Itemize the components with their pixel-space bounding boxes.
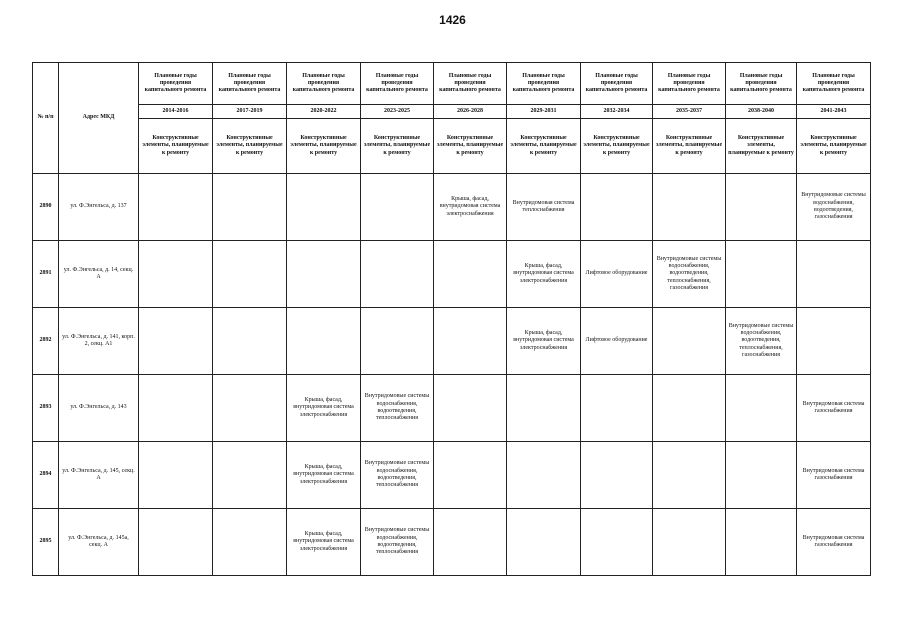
period-years: 2035-2037	[653, 105, 726, 119]
period-years: 2038-2040	[726, 105, 797, 119]
table-cell: Внутридомовые системы водоснабжения, водоотведения, теплоснабжения	[361, 509, 434, 576]
table-cell	[726, 241, 797, 308]
header-row-titles	[33, 63, 871, 105]
table-cell	[361, 308, 434, 375]
table-cell: Внутридомовые системы водоснабжения, водоотведения, газоснабжения	[797, 174, 871, 241]
table-cell	[797, 241, 871, 308]
period-title: Плановые годы проведения капитального ремонта	[287, 63, 361, 105]
table-cell	[139, 308, 213, 375]
period-title: Плановые годы проведения капитального ремонта	[726, 63, 797, 105]
address-header: Адрес МКД	[59, 63, 139, 174]
period-subheader: Конструктивные элементы, планируемые к ремонту	[653, 119, 726, 174]
row-number: 2890	[33, 174, 59, 241]
table-cell: Внутридомовые системы водоснабжения, водоотведения, теплоснабжения, газоснабжения	[653, 241, 726, 308]
row-address: ул. Ф.Энгельса, д. 137	[59, 174, 139, 241]
row-number-header: № п/п	[33, 63, 59, 174]
period-years: 2032-2034	[581, 105, 653, 119]
table-cell	[213, 509, 287, 576]
table-cell	[726, 375, 797, 442]
period-title: Плановые годы проведения капитального ремонта	[581, 63, 653, 105]
table-cell: Лифтовое оборудование	[581, 308, 653, 375]
table-cell	[581, 442, 653, 509]
table-row	[33, 174, 871, 241]
period-years: 2017-2019	[213, 105, 287, 119]
table-cell	[507, 442, 581, 509]
table-cell	[653, 442, 726, 509]
table-row	[33, 442, 871, 509]
table-cell: Крыша, фасад, внутридомовая система электроснабжения	[287, 509, 361, 576]
table-cell: Внутридомовые системы водоснабжения, водоотведения, теплоснабжения	[361, 442, 434, 509]
table-row	[33, 308, 871, 375]
table-row	[33, 375, 871, 442]
row-number: 2892	[33, 308, 59, 375]
period-subheader: Конструктивные элементы, планируемые к ремонту	[434, 119, 507, 174]
table-cell	[434, 241, 507, 308]
table-cell	[434, 308, 507, 375]
table-cell: Крыша, фасад, внутридомовая система электроснабжения	[287, 442, 361, 509]
table-cell	[287, 241, 361, 308]
table-cell	[726, 442, 797, 509]
table-cell: Внутридомовая система газоснабжения	[797, 442, 871, 509]
table-cell	[213, 174, 287, 241]
period-subheader: Конструктивные элементы, планируемые к ремонту	[507, 119, 581, 174]
table-cell	[653, 174, 726, 241]
row-address: ул. Ф.Энгельса, д. 14, секц. А	[59, 241, 139, 308]
table-cell	[581, 375, 653, 442]
table-cell: Крыша, фасад, внутридомовая система электроснабжения	[434, 174, 507, 241]
table-cell: Лифтовое оборудование	[581, 241, 653, 308]
table-cell	[361, 174, 434, 241]
table-cell	[434, 375, 507, 442]
period-subheader: Конструктивные элементы, планируемые к ремонту	[726, 119, 797, 174]
table-cell	[726, 174, 797, 241]
period-years: 2026-2028	[434, 105, 507, 119]
period-title: Плановые годы проведения капитального ремонта	[507, 63, 581, 105]
table-cell	[139, 509, 213, 576]
period-years: 2029-2031	[507, 105, 581, 119]
table-cell	[797, 308, 871, 375]
header-row-years	[33, 105, 871, 119]
period-subheader: Конструктивные элементы, планируемые к ремонту	[287, 119, 361, 174]
period-years: 2014-2016	[139, 105, 213, 119]
period-title: Плановые годы проведения капитального ремонта	[213, 63, 287, 105]
table-cell: Внутридомовая система теплоснабжения	[507, 174, 581, 241]
period-subheader: Конструктивные элементы, планируемые к ремонту	[139, 119, 213, 174]
page-number: 1426	[439, 13, 466, 27]
table-cell	[139, 174, 213, 241]
table-cell	[653, 375, 726, 442]
period-subheader: Конструктивные элементы, планируемые к ремонту	[361, 119, 434, 174]
period-title: Плановые годы проведения капитального ремонта	[653, 63, 726, 105]
row-number: 2891	[33, 241, 59, 308]
table-cell	[213, 375, 287, 442]
table-cell	[213, 241, 287, 308]
row-address: ул. Ф.Энгельса, д. 143	[59, 375, 139, 442]
table-cell	[507, 375, 581, 442]
row-address: ул. Ф.Энгельса, д. 145а, секц. А	[59, 509, 139, 576]
table-cell	[653, 509, 726, 576]
period-years: 2023-2025	[361, 105, 434, 119]
table-cell	[213, 442, 287, 509]
header-row-elements	[33, 119, 871, 174]
period-years: 2020-2022	[287, 105, 361, 119]
period-years: 2041-2043	[797, 105, 871, 119]
period-title: Плановые годы проведения капитального ремонта	[139, 63, 213, 105]
period-subheader: Конструктивные элементы, планируемые к ремонту	[213, 119, 287, 174]
row-address: ул. Ф.Энгельса, д. 145, секц. А	[59, 442, 139, 509]
table-cell	[581, 509, 653, 576]
table-cell: Внутридомовые системы водоснабжения, водоотведения, теплоснабжения	[361, 375, 434, 442]
table-cell	[287, 174, 361, 241]
table-cell	[434, 509, 507, 576]
table-cell	[726, 509, 797, 576]
table-cell	[139, 241, 213, 308]
period-subheader: Конструктивные элементы, планируемые к ремонту	[581, 119, 653, 174]
table-cell: Внутридомовая система газоснабжения	[797, 509, 871, 576]
table-cell	[287, 308, 361, 375]
table-cell: Крыша, фасад, внутридомовая система электроснабжения	[507, 241, 581, 308]
table-row	[33, 241, 871, 308]
period-subheader: Конструктивные элементы, планируемые к ремонту	[797, 119, 871, 174]
table-cell: Крыша, фасад, внутридомовая система электроснабжения	[287, 375, 361, 442]
table-row	[33, 509, 871, 576]
period-title: Плановые годы проведения капитального ремонта	[434, 63, 507, 105]
table-cell: Крыша, фасад, внутридомовая система электроснабжения	[507, 308, 581, 375]
table-cell	[361, 241, 434, 308]
table-cell	[581, 174, 653, 241]
row-number: 2895	[33, 509, 59, 576]
period-title: Плановые годы проведения капитального ремонта	[797, 63, 871, 105]
table-cell	[213, 308, 287, 375]
repair-plan-table	[32, 62, 871, 576]
table-cell	[139, 442, 213, 509]
row-number: 2894	[33, 442, 59, 509]
row-number: 2893	[33, 375, 59, 442]
table-cell	[139, 375, 213, 442]
table-cell: Внутридомовые системы водоснабжения, водоотведения, теплоснабжения, газоснабжения	[726, 308, 797, 375]
table-cell	[434, 442, 507, 509]
period-title: Плановые годы проведения капитального ремонта	[361, 63, 434, 105]
row-address: ул. Ф.Энгельса, д. 141, корп. 2, секц. А1	[59, 308, 139, 375]
table-cell	[653, 308, 726, 375]
table-cell	[507, 509, 581, 576]
table-cell: Внутридомовая система газоснабжения	[797, 375, 871, 442]
